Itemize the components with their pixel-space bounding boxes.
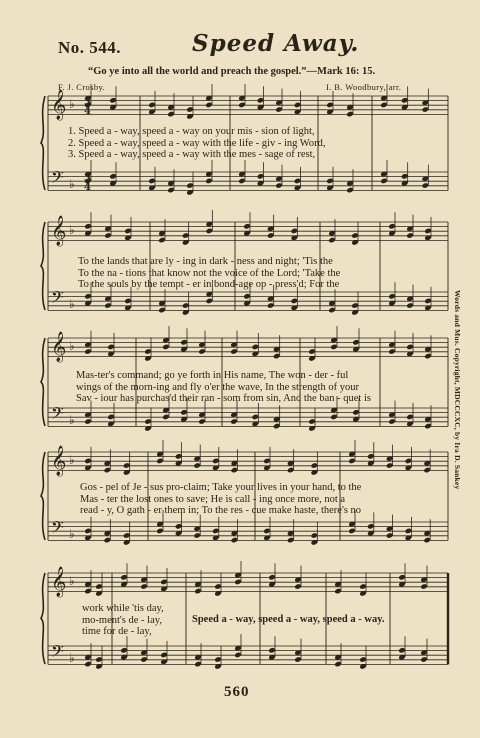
epigraph: “Go ye into all the world and preach the gospel.”—Mark 16: 15. (88, 66, 376, 77)
lyric-line: Mas-ter's command; go ye forth in His name, The won - der - ful (76, 370, 349, 381)
lyrics-system-5 (82, 603, 164, 638)
time-signature: 4 (84, 182, 91, 193)
flat-icon: ♭ (69, 97, 75, 111)
lyric-line: Gos - pel of Je - sus pro-claim; Take your lives in your hand, to the (80, 482, 362, 493)
treble-clef-icon: 𝄞 (51, 332, 67, 362)
lyric-line: work while 'tis day, (82, 603, 164, 614)
system-brace (41, 338, 45, 426)
bass-clef-icon: 𝄢 (51, 287, 64, 311)
lyric-line: To the souls by the tempt - er in bond-age op - press'd; For the (78, 279, 340, 290)
bass-clef-icon: 𝄢 (51, 403, 64, 427)
lyrics-system-3 (76, 370, 371, 405)
bass-clef-icon: 𝄢 (51, 517, 64, 541)
bass-clef-icon: 𝄢 (51, 641, 64, 665)
treble-clef-icon: 𝄞 (51, 446, 67, 476)
flat-icon: ♭ (69, 651, 75, 665)
lyrics-system-4 (80, 482, 361, 517)
lyric-line: 3. Speed a - way, speed a - way with the mes - sage of rest, (68, 149, 316, 160)
lyric-line: 1. Speed a - way, speed a - way on your mis - sion of light, (68, 126, 315, 137)
flat-icon: ♭ (69, 574, 75, 588)
time-signature: 4 (84, 106, 91, 117)
composer-credit: I. B. Woodbury, arr. (326, 82, 402, 92)
flat-icon: ♭ (69, 223, 75, 237)
flat-icon: ♭ (69, 413, 75, 427)
time-signature: 3 (84, 173, 91, 184)
lyricist-credit: F. J. Crosby. (58, 82, 106, 92)
bass-clef-icon: 𝄢 (51, 167, 64, 191)
treble-clef-icon: 𝄞 (51, 216, 67, 246)
time-signature: 3 (84, 97, 91, 108)
treble-clef-icon: 𝄞 (51, 567, 67, 597)
copyright-note: Words and Mus. Copyright, MDCCCXC, by Ira D. Sankey (453, 290, 462, 490)
lyric-line: mo-ment's de - lay, (82, 614, 162, 626)
lyric-line: time for de - lay, (82, 626, 152, 637)
system-brace (41, 96, 45, 190)
lyric-line: read - y, O gath - er them in; To the res - cue make haste, there's no (80, 505, 362, 516)
lyric-line: Sav - iour has purchas'd their ran - som from sin, And the ban - quet is (76, 393, 371, 404)
page-number: 560 (224, 684, 250, 700)
lyric-line: To the na - tions that know not the voice of the Lord; 'Take the (78, 267, 341, 279)
system-brace (41, 452, 45, 540)
refrain-line: Speed a - way, speed a - way, speed a - way. (192, 614, 385, 625)
flat-icon: ♭ (69, 453, 75, 467)
lyric-line: To the lands that are ly - ing in dark - ness and night; 'Tis the (78, 256, 333, 267)
flat-icon: ♭ (69, 177, 75, 191)
system-brace (41, 573, 45, 664)
lyrics-system-2 (78, 256, 340, 291)
flat-icon: ♭ (69, 527, 75, 541)
lyric-line: 2. Speed a - way, speed a - way with the life - giv - ing Word, (68, 137, 326, 149)
lyrics-system-1 (68, 126, 326, 161)
hymn-title: Speed Away. (192, 30, 360, 57)
treble-clef-icon: 𝄞 (51, 90, 67, 120)
flat-icon: ♭ (69, 339, 75, 353)
lyric-line: Mas - ter the lost ones to save; He is call - ing once more, not a (80, 493, 346, 505)
lyric-line: wings of the morn-ing and fly o'er the wave, In the strength of your (76, 381, 359, 393)
hymn-number: No. 544. (58, 38, 122, 57)
system-brace (41, 222, 45, 310)
flat-icon: ♭ (69, 297, 75, 311)
